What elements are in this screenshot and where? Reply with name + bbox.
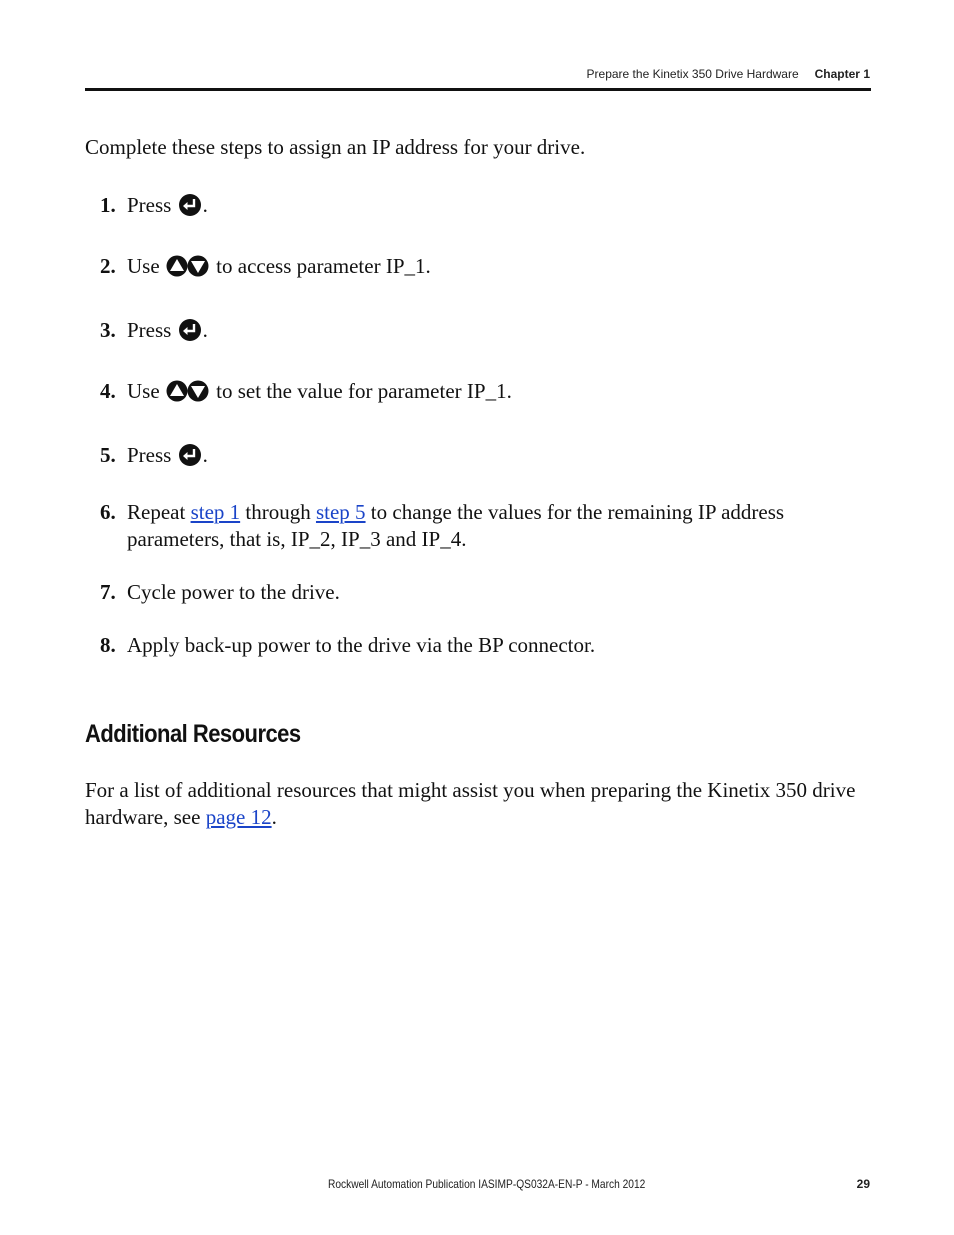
header-rule xyxy=(85,88,871,91)
page-12-link[interactable]: page 12 xyxy=(205,805,272,829)
step-text: Repeat xyxy=(127,500,186,524)
step-text-after: to set the value for parameter IP_1. xyxy=(216,379,512,403)
running-header xyxy=(587,67,870,81)
step-1-link[interactable]: step 1 xyxy=(190,500,241,524)
step-6 xyxy=(100,499,875,551)
step-text: Press xyxy=(127,443,172,467)
step-3 xyxy=(100,317,875,344)
resources-text-end: . xyxy=(271,805,277,829)
step-text: Cycle power to the drive. xyxy=(127,580,340,604)
resources-paragraph xyxy=(85,777,875,831)
footer-publication: Rockwell Automation Publication IASIMP-QS032A-EN-P - March 2012 xyxy=(328,1177,646,1191)
step-2 xyxy=(100,253,875,280)
resources-text: For a list of additional resources that might assist you when preparing the Kinetix 350 drive hardware, see xyxy=(85,778,856,829)
up-down-arrows-icon xyxy=(166,254,210,278)
enter-icon xyxy=(178,193,202,217)
step-number: 5. xyxy=(100,443,116,467)
step-text-after: . xyxy=(202,193,208,217)
page-number: 29 xyxy=(856,1177,870,1191)
step-text-mid: through xyxy=(245,500,311,524)
enter-icon xyxy=(178,318,202,342)
section-heading: Additional Resources xyxy=(85,720,301,748)
step-text-after: to access parameter IP_1. xyxy=(216,254,431,278)
step-text: Use xyxy=(127,379,160,403)
up-down-arrows-icon xyxy=(166,379,210,403)
step-number: 3. xyxy=(100,318,116,342)
step-text: Apply back-up power to the drive via the BP connector. xyxy=(127,633,596,657)
step-number: 4. xyxy=(100,379,116,403)
step-5 xyxy=(100,442,875,469)
step-number: 7. xyxy=(100,580,116,604)
header-chapter-label: Chapter 1 xyxy=(814,67,870,81)
step-1 xyxy=(100,192,875,219)
step-number: 2. xyxy=(100,254,116,278)
step-number: 6. xyxy=(100,500,116,524)
step-number: 1. xyxy=(100,193,116,217)
step-8 xyxy=(100,632,875,659)
step-text-after: . xyxy=(202,443,208,467)
step-text: Use xyxy=(127,254,160,278)
step-4 xyxy=(100,378,875,405)
step-text: Press xyxy=(127,193,172,217)
header-section-title: Prepare the Kinetix 350 Drive Hardware xyxy=(586,67,799,81)
step-text-after: . xyxy=(202,318,208,342)
step-text: Press xyxy=(127,318,172,342)
step-number: 8. xyxy=(100,633,116,657)
step-7 xyxy=(100,579,875,606)
intro-paragraph: Complete these steps to assign an IP address for your drive. xyxy=(85,135,586,159)
step-text-after: to change the values for the remaining IP address parameters, that is, IP_2, IP_3 and IP_4. xyxy=(127,500,785,551)
step-5-link[interactable]: step 5 xyxy=(315,500,366,524)
enter-icon xyxy=(178,443,202,467)
